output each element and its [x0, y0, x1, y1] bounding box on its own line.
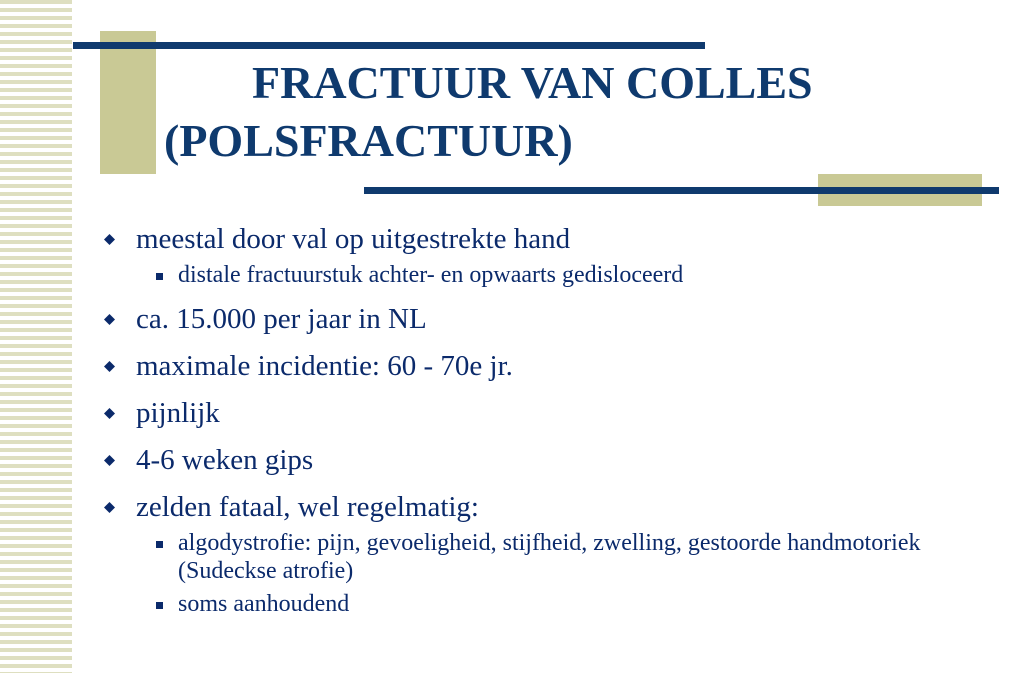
bullet-item — [104, 222, 1004, 256]
diamond-bullet-icon — [104, 408, 115, 419]
sub-bullet-text: algodystrofie: pijn, gevoeligheid, stijfheid, zwelling, gestoorde handmotoriek (Sudeckse atrofie) — [178, 530, 921, 584]
bullet-item — [104, 490, 1004, 524]
title-rule-top — [73, 42, 705, 49]
bullet-text: zelden fataal, wel regelmatig: — [136, 491, 479, 523]
bullet-list — [104, 222, 1004, 631]
square-bullet-icon — [156, 273, 163, 280]
sub-bullet-item — [104, 529, 1004, 585]
title-line-2: (POLSFRACTUUR) — [164, 115, 573, 166]
diamond-bullet-icon — [104, 455, 115, 466]
sub-bullet-item — [104, 261, 1004, 289]
sub-bullet-text: distale fractuurstuk achter- en opwaarts gedisloceerd — [178, 262, 684, 288]
title-rule-bottom — [364, 187, 999, 194]
bullet-text: pijnlijk — [136, 397, 220, 429]
olive-accent-block-left — [100, 31, 156, 174]
square-bullet-icon — [156, 541, 163, 548]
striped-sidebar-decoration — [0, 0, 72, 673]
bullet-text: 4-6 weken gips — [136, 444, 314, 476]
diamond-bullet-icon — [104, 361, 115, 372]
bullet-item — [104, 349, 1004, 383]
slide-title — [164, 54, 964, 170]
bullet-text: meestal door val op uitgestrekte hand — [136, 223, 571, 255]
title-line-1: FRACTUUR VAN COLLES — [252, 57, 813, 108]
square-bullet-icon — [156, 602, 163, 609]
bullet-item — [104, 302, 1004, 336]
bullet-text: maximale incidentie: 60 - 70e jr. — [136, 350, 513, 382]
sub-bullet-item — [104, 590, 1004, 618]
bullet-item — [104, 396, 1004, 430]
sub-bullet-text: soms aanhoudend — [178, 591, 350, 617]
bullet-item — [104, 443, 1004, 477]
diamond-bullet-icon — [104, 502, 115, 513]
diamond-bullet-icon — [104, 314, 115, 325]
diamond-bullet-icon — [104, 234, 115, 245]
bullet-text: ca. 15.000 per jaar in NL — [136, 303, 427, 335]
